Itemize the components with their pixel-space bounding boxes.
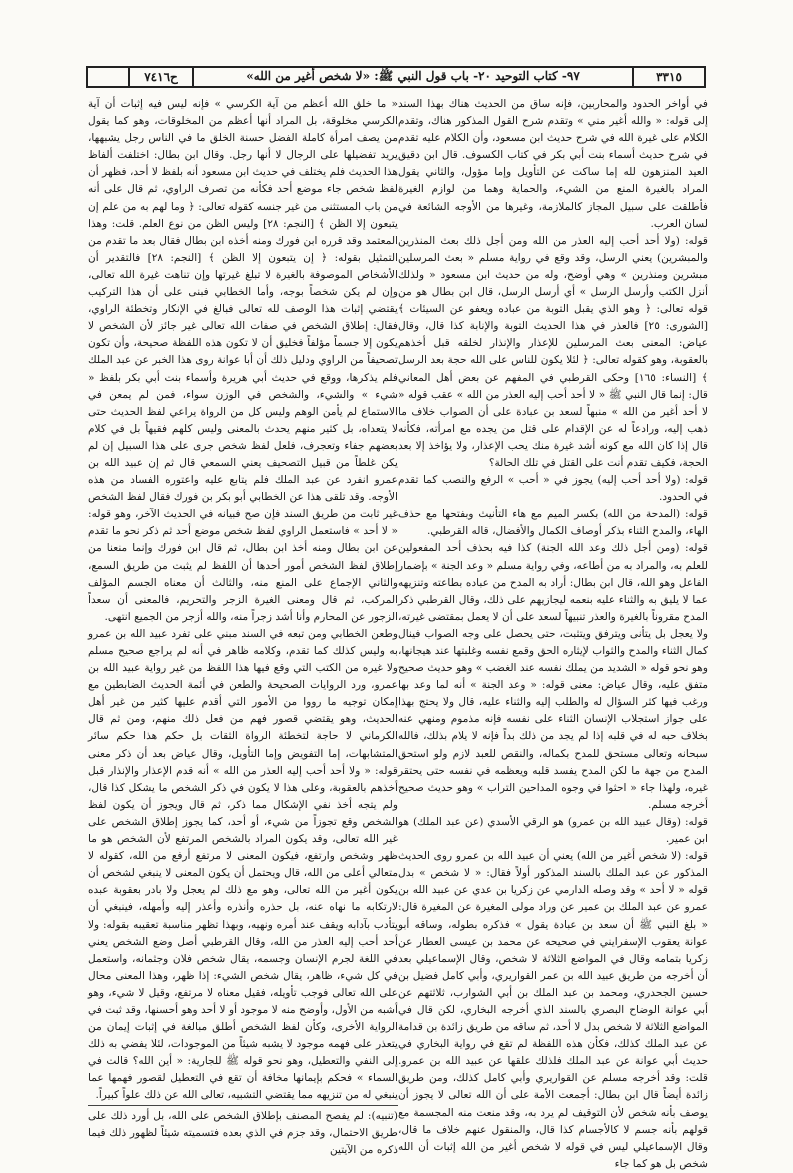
hadith-reference: ح٧٤١٦ [130,68,194,86]
note-paragraph: (تنبيه): لم يفصح المصنف بإطلاق الشخص على الله، بل أورد ذلك على طريق الاحتمال، وقد جزم في الذي بعده فتسميته شيئاً لظهور ذلك فيما ذكره من الآيتين [88,1105,398,1159]
paragraph: قوله: (ولا أحد أحب إليه) يجوز في « أحب » الرفع والنصب كما تقدم في الحدود. [398,474,708,504]
left-column [88,96,398,1156]
paragraph: قوله: (لا شخص أغير من الله) يعني أن عبيد الله بن عمرو روى الحديث المذكور عن عبد الملك بالسند المذكور أولاً فقال: « لا شخص » بدل قوله « لا أحد » وقد وصله الدارمي عن زكريا بن عدي عن عبيد الله بن عمرو عن عبد الملك بن عمير عن وراد مولى المغيرة عن المغيرة قال: « بلغ النبي ﷺ أن سعد بن عبادة يقول » فذكره بطوله، وساقه أبو عوانة يعقوب الإسفرايني في صحيحه عن محمد بن عيسى العطار عن زكريا بتمامه وقال في المواضع الثلاثة لا شخص، وقال الإسماعيلي بعد أن أخرجه من طريق عبيد الله بن عمر القواريري، وأبي كامل فضيل بن حسين الجحدري، ومحمد بن عبد الملك بن أبي الشوارب، ثلاثتهم عن أبي عوانة الوضاح البصري بالسند الذي أخرجه البخاري، لكن قال في المواضع الثلاثة لا شخص بدل لا أحد، ثم ساقه من طريق زائدة بن قدامة عن عبد الملك كذلك، فكأن هذه اللفظة لم تقع في رواية البخاري في حديث أبي عوانة عن عبد الملك فلذلك علقها عن عبيد الله بن عمرو. قلت: وقد أخرجه مسلم عن القواريري وأبي كامل كذلك، ومن طريق زائدة أيضاً قال ابن بطال: أجمعت الأمة على أن الله تعالى لا يجوز أن يوصف بأنه شخص لأن التوقيف لم يرد به، وقد منعت منه المجسمة مع قولهم بأنه جسم لا كالأجسام كذا قال، والمنقول عنهم خلاف ما قال، وقال الإسماعيلي ليس في قوله لا شخص أغير من الله إثبات أن الله شخص بل هو كما جاء [398,850,708,1170]
right-column [398,96,709,1170]
page-number: ٣٣١٥ [632,68,704,86]
chapter-title: ٩٧- كتاب التوحيد ٢٠- باب قول النبي ﷺ: «لا شخص أغير من الله» [246,68,580,83]
paragraph: « ما خلق الله أعظم من آية الكرسي » فإنه ليس فيه إثبات أن آية الكرسي مخلوقة، بل المراد أنها أعظم من المخلوقات، وهو كما يقول من يصف امرأة كاملة الفضل حسنة الخلق ما في الناس رجل يشبهها، يريد تفضيلها على الرجال لا أنها رجل. وقال ابن بطال: اختلفت ألفاظ هذا الحديث فلم يختلف في حديث ابن مسعود أنه بلفظ لا أحد، فظهر أن لفظ شخص جاء موضع أحد فكأنه من تصرف الراوي، ثم قال على أنه من باب المستثنى من غير جنسه كقوله تعالى: ﴿ وما لهم به من علم إن يتبعون إلا الظن ﴾ [النجم: ٢٨] وليس الظن من نوع العلم. قلت: وهذا المعتمد وقد قرره ابن فورك ومنه أخذه ابن بطال فقال بعد ما تقدم من التمثيل بقوله: ﴿ إن يتبعون إلا الظن ﴾ [النجم: ٢٨] فالتقدير أن الأشخاص الموصوفة بالغيرة لا تبلغ غيرتها وإن تناهت غيرة الله تعالى، وإن لم يكن شخصاً بوجه، وأما الخطابي فبنى على أن هذا التركيب يقتضي إثبات هذا الوصف لله تعالى فبالغ في الإنكار وتخطئة الراوي، فقال: إطلاق الشخص في صفات الله تعالى غير جائز لأن الشخص لا يكون إلا جسماً مؤلفاً فخليق أن لا تكون هذه اللفظة صحيحة، وأن تكون تصحيفاً من الراوي ودليل ذلك أن أبا عوانة روى هذا الخبر عن عبد الملك فلم يذكرها، ووقع في حديث أبي هريرة وأسماء بنت أبي بكر بلفظ « شيء » والشيء، والشخص في الوزن سواء، فمن لم يمعن في الاستماع لم يأمن الوهم وليس كل من الرواة يراعي لفظ الحديث حتى لا يتعداه، بل كثير منهم يحدث بالمعنى وليس كلهم فقيهاً بل في كلام بعضهم جفاء وتعجرف، فلعل لفظ شخص جرى على هذا السبيل إن لم يكن غلطاً من قبيل التصحيف يعني السمعي قال ثم إن عبيد الله بن عمرو انفرد عن عبد الملك فلم يتابع عليه واعتوره الفساد من هذه الأوجه. وقد تلقى هذا عن الخطابي أبو بكر بن فورك فقال لفظ الشخص غير ثابت من طريق السند فإن صح فبيانه في الحديث الآخر، وهو قوله: « لا أحد » فاستعمل الراوي لفظ شخص موضع أحد ثم ذكر نحو ما تقدم عن ابن بطال ومنه أخذ ابن بطال، ثم قال ابن فورك وإنما منعنا من إطلاق لفظ الشخص أمور أحدها أن اللفظ لم يثبت من طريق السمع، والثاني الإجماع على المنع منه، والثالث أن معناه الجسم المؤلف المركب، ثم قال ومعنى الغيرة الزجر والتحريم، فالمعنى أن سعداً الزجور عن المحارم وأنا أشد زجراً منه، والله أزجر من الجميع انتهى. [88,98,398,623]
paragraph: قوله: (وقال عبيد الله بن عمرو) هو الرقي الأسدي (عن عبد الملك) هو ابن عمير. [398,815,708,846]
header-empty-cell [88,68,130,86]
paragraph: قوله: (المدحة من الله) بكسر الميم مع هاء التأنيث وبفتحها مع حذف الهاء، والمدح الثناء بذكر أوصاف الكمال والأفضال، قاله القرطبي. [398,508,708,538]
paragraph: قوله: (ولا أحد أحب إليه العذر من الله ومن أجل ذلك بعث المنذرين والمبشرين) يعني الرسل، وقد وقع في رواية مسلم « بعث المرسلين مبشرين ومنذرين » وهي أوضح، وله من حديث ابن مسعود « ولذلك أنزل الكتب وأرسل الرسل » أي أرسل الرسل، قال ابن بطال هو من قوله تعالى: ﴿ وهو الذي يقبل التوبة من عباده ويعفو عن السيئات ﴾ [الشورى: ٢٥] فالعذر في هذا الحديث التوبة والإنابة كذا قال، وقال عياض: المعنى بعث المرسلين للإعذار والإنذار لخلقه قبل أخذهم بالعقوبة، وهو كقوله تعالى: ﴿ لئلا يكون للناس على الله حجة بعد الرسل ﴾ [النساء: ١٦٥] وحكى القرطبي في المفهم عن بعض أهل المعاني قال: إنما قال النبي ﷺ « لا أحد أحب إليه العذر من الله » عقب قوله « لا أحد أغير من الله » منبهاً لسعد بن عبادة على أن الصواب خلاف ما ذهب إليه، ورادعاً له عن الإقدام على قتل من يجده مع امرأته، فكأنه قال إذا كان الله مع كونه أشد غيرة منك يحب الإعذار، ولا يؤاخذ إلا بعد الحجة، فكيف تقدم أنت على القتل في تلك الحالة؟ [398,234,709,469]
paragraph: قوله: (ومن أجل ذلك وعد الله الجنة) كذا فيه بحذف أحد المفعولين للعلم به، والمراد به من أطاعه، وفي رواية مسلم « وعد الجنة » بإضمار الفاعل وهو الله، قال ابن بطال: أراد به المدح من عباده بطاعته وتنزيهه عما لا يليق به والثناء عليه بنعمه ليجازيهم على ذلك، وقال القرطبي ذكر المدح مقروناً بالغيرة والعذر تنبيهاً لسعد على أن لا يعمل بمقتضى غيرته، ولا يعجل بل يتأنى ويترفق ويتثبت، حتى يحصل على وجه الصواب فينال كمال الثناء والمدح والثواب لإيثاره الحق وقمع نفسه وغلبتها عند هيجانها، وهو نحو قوله « الشديد من يملك نفسه عند الغضب » وهو حديث صحيح متفق عليه، وقال عياض: معنى قوله: « وعد الجنة » أنه لما وعد بها ورغب فيها كثر السؤال له والطلب إليه والثناء عليه، قال ولا يحتج بهذا على جواز استجلاب الإنسان الثناء على نفسه فإنه مذموم ومنهي عنه بخلاف حبه له في قلبه إذا لم يجد من ذلك بداً فإنه لا يلام بذلك، فالله سبحانه وتعالى مستحق للمدح بكماله، والنقص للعبد لازم ولو استحق المدح من جهة ما لكن المدح يفسد قلبه ويعظمه في نفسه حتى يحتقر غيره، ولهذا جاء « احثوا في وجوه المداحين التراب » وهو حديث صحيح أخرجه مسلم. [398,542,708,811]
paragraph: وطعن الخطابي ومن تبعه في السند مبني على تفرد عبيد الله بن عمرو به وليس كذلك كما تقدم، وكلامه ظاهر في أنه لم يراجع صحيح مسلم ولا غيره من الكتب التي وقع فيها هذا اللفظ من غير رواية عبيد الله بن عمرو، ورد الروايات الصحيحة والطعن في أئمة الحديث الضابطين مع إمكان توجيه ما رووا من الأمور التي أقدم عليها كثير من غير أهل الحديث، وهو يقتضي قصور فهم من فعل ذلك منهم، ومن ثم قال الكرماني لا حاجة لتخطئة الرواة الثقات بل حكم هذا حكم سائر المتشابهات، إما التفويض وإما التأويل، وقال عياض بعد أن ذكر معنى قوله: « ولا أحد أحب إليه العذر من الله » أنه قدم الإعذار والإنذار قبل أخذهم بالعقوبة، وعلى هذا لا يكون في ذكر الشخص ما يشكل كذا قال، ولم يتجه أخذ نفي الإشكال مما ذكر، ثم قال ويجوز أن يكون لفظ الشخص وقع تجوزاً من شيء، أو أحد، كما يجوز إطلاق الشخص على غير الله تعالى، وقد يكون المراد بالشخص المرتفع لأن الشخص هو ما ظهر وشخص وارتفع، فيكون المعنى لا مرتفع أرفع من الله، كقوله لا متعالي أعلى من الله، قال ويحتمل أن يكون المعنى لا ينبغي لشخص أن يكون أغير من الله تعالى، وهو مع ذلك لم يعجل ولا بادر بعقوبة عبده لارتكابه ما نهاه عنه، بل حذره وأنذره وأعذر إليه وأمهله، فينبغي أن يتأدب بآدابه ويقف عند أمره ونهيه، وبهذا تظهر مناسبة تعقيبه بقوله: ولا أحد أحب إليه العذر من الله، وقال القرطبي أصل وضع الشخص يعني في اللغة لجرم الإنسان وجسمه، يقال شخص فلان وجثمانه، واستعمل في كل شيء، ظاهر، يقال شخص الشيء: إذا ظهر، وهذا المعنى محال على الله تعالى فوجب تأويله، فقيل معناه لا مرتفع، وقيل لا شيء، وهو أشبه من الأول، وأوضح منه لا موجود أو لا أحد وهو أحسنها، وقد ثبت في الرواية الأخرى، وكأن لفظ الشخص أطلق مبالغة في إثبات إيمان من يتعذر على فهمه موجود لا يشبه شيئاً من الموجودات، لئلا يفضي به ذلك إلى النفي والتعطيل، وهو نحو قوله ﷺ للجارية: « أين الله؟ قالت في السماء » فحكم بإيمانها مخافة أن تقع في التعطيل لقصور فهمها عما ينبغي له من تنزيهه مما يقتضي التشبيه، تعالى الله عن ذلك علواً كبيراً. [88,627,398,1102]
paragraph: في أواخر الحدود والمحاربين، فإنه ساق من الحديث هناك بهذا السند إلى قوله: « والله أغير مني » وتقدم شرح القول المذكور هناك، وتقدم الكلام على غيرة الله في شرح حديث ابن مسعود، وأن الكلام عليه تقدم في شرح حديث أسماء بنت أبي بكر في كتاب الكسوف. قال ابن دقيق العيد المنزهون لله إما ساكت عن التأويل وإما مؤول، والثاني يقول المراد بالغيرة المنع من الشيء، والحماية وهما من لوازم الغيرة فأطلقت على سبيل المجاز كالملازمة، وغيرها من الأوجه الشائعة في لسان العرب. [398,98,708,230]
running-header [86,66,706,88]
